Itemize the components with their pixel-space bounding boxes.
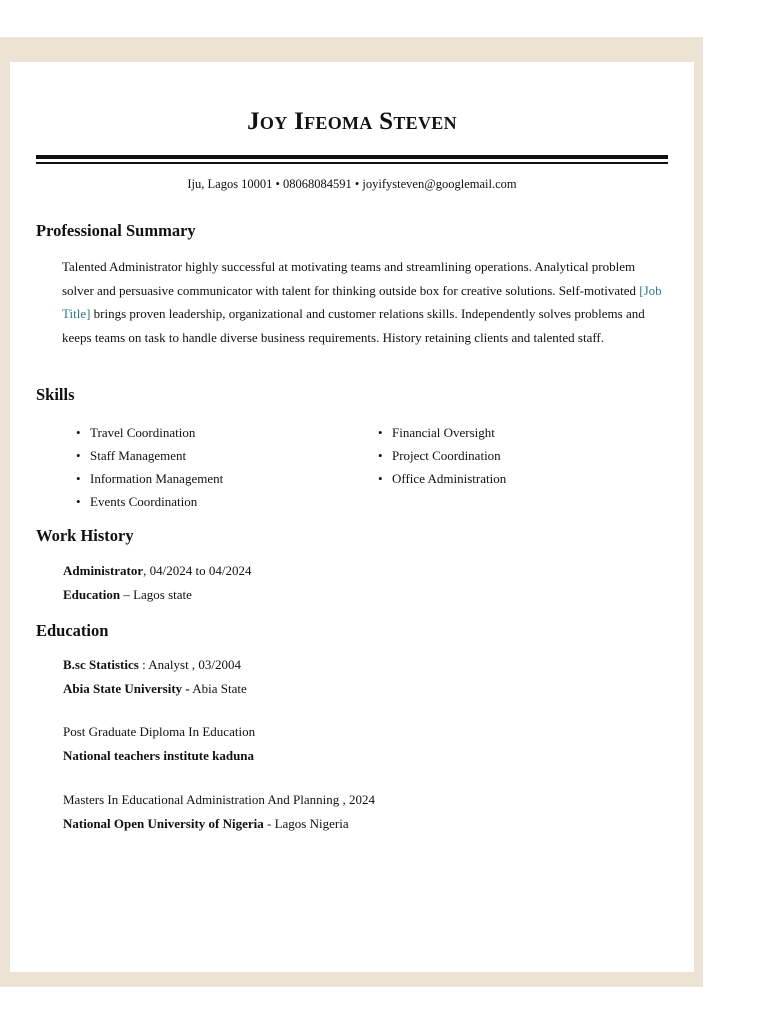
work-entry [63, 559, 252, 606]
bullet-icon: • [76, 425, 81, 440]
skill-item: • Travel Coordination [76, 421, 223, 444]
degree-name: B.sc Statistics [63, 657, 139, 672]
school-name: National teachers institute kaduna [63, 747, 255, 763]
skills-heading: Skills [36, 385, 75, 404]
summary-paragraph [62, 255, 666, 349]
degree-line [63, 653, 247, 677]
school-location: Abia State [189, 680, 247, 696]
degree-detail: Masters In Educational Administration And Planning , 2024 [63, 792, 375, 807]
employer-location: – Lagos state [120, 586, 192, 602]
bullet-icon: • [76, 471, 81, 486]
summary-text-start: Talented Administrator highly successful at motivating teams and streamlining operations. Analytical problem solver and persuasive communicator with talent for thinking outside box for creative solutions. Self-motivated [62, 259, 640, 298]
summary-heading: Professional Summary [36, 221, 196, 240]
skills-list-left [76, 421, 223, 513]
degree-line [63, 788, 375, 812]
bullet-icon: • [76, 448, 81, 463]
header-divider-thick [36, 155, 668, 159]
summary-text-end: brings proven leadership, organizational and customer relations skills. Independently solves problems and keeps teams on task to handle diverse business requirements. History retaining clients and talented staff. [62, 306, 645, 345]
job-dates: , 04/2024 to 04/2024 [143, 563, 252, 578]
degree-line [63, 720, 255, 744]
school-name: National Open University of Nigeria [63, 815, 264, 831]
resume-page [10, 62, 694, 972]
skill-item: • Project Coordination [378, 444, 506, 467]
candidate-name: Joy Ifeoma Steven [247, 108, 457, 135]
skill-item: • Information Management [76, 467, 223, 490]
bullet-icon: • [76, 494, 81, 509]
bullet-icon: • [378, 448, 383, 463]
contact-info: Iju, Lagos 10001 • 08068084591 • joyifysteven@googlemail.com [187, 177, 517, 191]
employer-name: Education [63, 586, 121, 602]
work-title-line [63, 559, 252, 583]
school-location: - Lagos Nigeria [263, 815, 349, 831]
school-line [63, 812, 375, 836]
education-entry [63, 788, 375, 835]
school-name: Abia State University - [63, 680, 190, 696]
degree-detail: Post Graduate Diploma In Education [63, 724, 256, 739]
skill-item: • Financial Oversight [378, 421, 506, 444]
header-divider-thin [36, 162, 668, 164]
work-history-heading: Work History [36, 526, 134, 545]
skill-item: • Events Coordination [76, 490, 223, 513]
education-entry [63, 653, 247, 700]
bullet-icon: • [378, 471, 383, 486]
job-title-placeholder[interactable]: [Job Title] [62, 282, 662, 321]
school-line [63, 677, 247, 701]
bullet-icon: • [378, 425, 383, 440]
degree-detail: : Analyst , 03/2004 [138, 657, 242, 672]
job-title: Administrator [63, 563, 144, 578]
skill-item: • Office Administration [378, 467, 506, 490]
education-heading: Education [36, 621, 109, 640]
skill-item: • Staff Management [76, 444, 223, 467]
work-employer-line [63, 583, 252, 607]
skills-list-right [378, 421, 506, 490]
school-line [63, 744, 255, 768]
education-entry [63, 720, 255, 767]
